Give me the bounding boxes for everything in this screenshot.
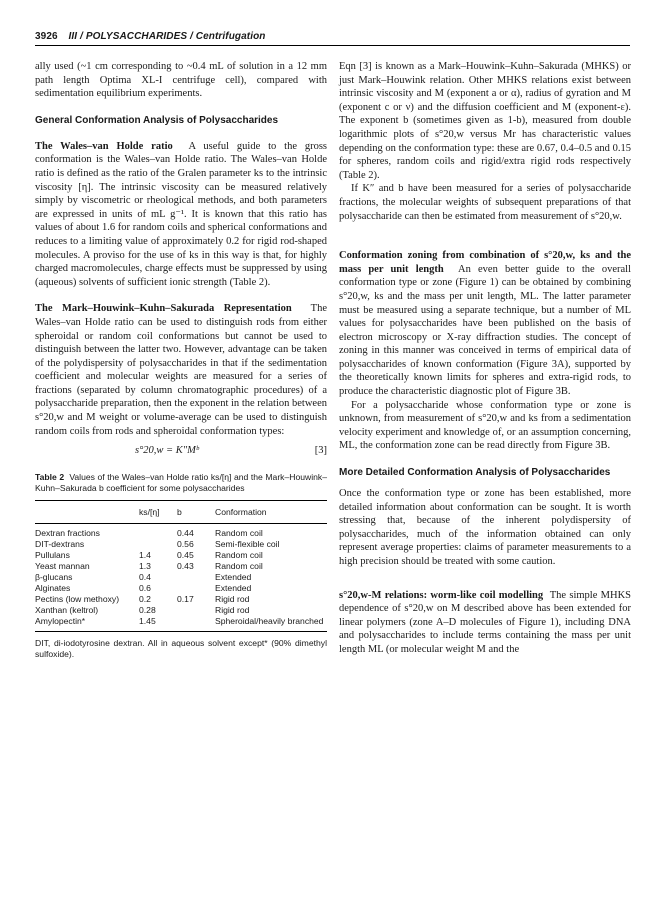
page-number: 3926 bbox=[35, 31, 58, 42]
table-row bbox=[35, 550, 327, 561]
table-row bbox=[35, 561, 327, 572]
cell bbox=[177, 583, 215, 594]
header-rule bbox=[35, 45, 630, 46]
paragraph: If K″ and b have been measured for a series of polysaccharide fractions, the molecular weights of subsequent preparations of that polysaccharide can then be estimated from measurement of s°20,w. bbox=[339, 183, 631, 222]
paragraph bbox=[35, 140, 327, 290]
running-header bbox=[35, 31, 266, 42]
cell: 0.56 bbox=[177, 538, 194, 549]
cell: Random coil bbox=[215, 560, 263, 571]
table-row bbox=[35, 616, 327, 632]
cell: 1.4 bbox=[139, 549, 151, 560]
equation-formula: s°20,w = K″Mᵇ bbox=[135, 445, 199, 457]
cell bbox=[177, 572, 215, 583]
cell: Random coil bbox=[215, 527, 263, 538]
cell bbox=[139, 523, 177, 539]
paragraph-body: The simple MHKS dependence of s°20,w on M described above has been extended for linear polymers (zone A–D molecules of Figure 1), including DNA and polysaccharides to include terms containing the mass per unit length ML (or molecular weight M and the bbox=[339, 589, 631, 655]
col-header: ks/[η] bbox=[139, 506, 160, 517]
paragraph bbox=[35, 302, 327, 438]
paragraph-body: A useful guide to the gross conformation is the Wales–van Holde ratio. The Wales–van Holde ratio is defined as the ratio of the Gralen parameter ks to the intrinsic viscosity [η]. The intrinsic viscosity can be measured relatively simply by viscometric or rheological methods, and both parameters are expressed in units of mL g⁻¹. It is known that this ratio has values of about 1.6 for random coils and spherical conformations and reduces to a limiting value of approximately 0.2 for rigid rod-shaped molecules. A proviso for the use of ks in this way is that, for highly charged macromolecules, charge effects must be suppressed by using (aqueous) solvents of sufficient ionic strength (Table 2). bbox=[35, 140, 328, 288]
cell: Extended bbox=[215, 582, 252, 593]
table-header-row bbox=[35, 500, 327, 523]
equation bbox=[35, 444, 327, 458]
cell bbox=[139, 539, 177, 550]
table-row bbox=[35, 523, 327, 539]
cell bbox=[177, 616, 215, 632]
run-in-heading: Conformation zoning from combination of s°20,w, ks and the mass per unit length bbox=[339, 250, 631, 275]
paragraph: Eqn [3] is known as a Mark–Houwink–Kuhn–Sakurada (MHKS) or just Mark–Houwink relation. Other MHKS relations exist between intrinsic viscosity and M (exponent a or α), radius of gyration and M (exponent c or ν) and the diffusion coefficient and M (exponent-ε). The exponent b (sometimes given as 1-b), measured from double logarithmic plots of s°20,w versus Mr has characteristic values depending on the conformation type: these are 0.67, 0.4–0.5 and 0.15 for spheres, random coils and rigid/extra rigid rods respectively (Table 2). bbox=[339, 61, 631, 181]
cell: β-glucans bbox=[35, 571, 73, 582]
cell: Yeast mannan bbox=[35, 560, 90, 571]
run-in-heading: s°20,w-M relations: worm-like coil modelling bbox=[339, 589, 544, 601]
table-footnote: DIT, di-iodotyrosine dextran. All in aqueous solvent except* (90% dimethyl sulfoxide). bbox=[35, 637, 327, 659]
cell: 0.28 bbox=[139, 604, 156, 615]
run-in-heading: The Mark–Houwink–Kuhn–Sakurada Representation bbox=[35, 303, 292, 315]
col-header: b bbox=[177, 506, 182, 517]
cell: Dextran fractions bbox=[35, 527, 100, 538]
cell: Rigid rod bbox=[215, 593, 250, 604]
cell: Semi-flexible coil bbox=[215, 538, 280, 549]
cell: DIT-dextrans bbox=[35, 538, 85, 549]
table-caption bbox=[35, 472, 327, 494]
cell: 0.2 bbox=[139, 593, 151, 604]
table-row bbox=[35, 572, 327, 583]
col-header: Conformation bbox=[215, 506, 267, 517]
equation-number: [3] bbox=[314, 445, 327, 457]
cell bbox=[177, 605, 215, 616]
table-caption-text: Values of the Wales–van Holde ratio ks/[η] and the Mark–Houwink–Kuhn–Sakurada b coefficient for some polysaccharides bbox=[35, 471, 327, 493]
section-heading: General Conformation Analysis of Polysaccharides bbox=[35, 114, 279, 126]
cell: Random coil bbox=[215, 549, 263, 560]
paragraph bbox=[339, 589, 631, 657]
cell: 0.17 bbox=[177, 593, 194, 604]
table-label: Table 2 bbox=[35, 471, 65, 482]
paragraph: For a polysaccharide whose conformation type or zone is unknown, from measurement of s°20,w and ks from a sedimentation velocity experiment and knowledge of, or an assumption concerning, ML, the conformation zone can be read directly from Figure 3B. bbox=[339, 399, 631, 452]
col-header bbox=[35, 500, 139, 523]
cell: Spheroidal/heavily branched bbox=[215, 615, 324, 626]
running-title: III / POLYSACCHARIDES / Centrifugation bbox=[68, 31, 266, 42]
paragraph-body: An even better guide to the overall conformation type or zone (Figure 1) can be obtained by combining s°20,w, ks and the mass per unit length, ML. The latter parameter must be measured using a separate technique, but a number of ML values for polysaccharides have been published on the basis of electron microscopy or X-ray diffraction studies. The concept of zoning in this manner was conceived in terms of empirical data of polysaccharides of known conformation (Figure 3A), supported by the theoretically known limits for spheres and extra-rigid rods, to produce the characteristic diagnostic plot of Figure 3B. bbox=[339, 263, 631, 398]
right-column bbox=[339, 60, 631, 657]
cell: 1.45 bbox=[139, 615, 156, 626]
cell: 0.4 bbox=[139, 571, 151, 582]
paragraph: ally used (~1 cm corresponding to ~0.4 mL of solution in a 12 mm path length Optima XL-I centrifuge cell), compared with sedimentation equilibrium experiments. bbox=[35, 61, 327, 100]
cell: Pectins (low methoxy) bbox=[35, 593, 120, 604]
data-table bbox=[35, 500, 327, 632]
cell: Xanthan (keltrol) bbox=[35, 604, 99, 615]
table-row bbox=[35, 605, 327, 616]
paragraph bbox=[339, 249, 631, 399]
table-row bbox=[35, 594, 327, 605]
table-2 bbox=[35, 472, 327, 660]
cell: 0.6 bbox=[139, 582, 151, 593]
cell: 0.44 bbox=[177, 527, 194, 538]
cell: Alginates bbox=[35, 582, 71, 593]
cell: Pullulans bbox=[35, 549, 70, 560]
table-row bbox=[35, 539, 327, 550]
cell: Rigid rod bbox=[215, 604, 250, 615]
left-column bbox=[35, 60, 327, 660]
paragraph-body: The Wales–van Holde ratio can be used to distinguish rods from either spheroidal or random coil conformations but cannot be used to distinguish between the latter two. However, advantage can be taken of the polydispersity of polysaccharides in that if the sedimentation coefficient and molecular weights are measured for a series of fractions (separated by column chromatographic procedures) of a polysaccharide preparation, then the exponent in the relation between s°20,w and M weight or volume-average can be used to distinguish random coils from rods and spheroidal conformation types: bbox=[35, 303, 327, 437]
cell: Extended bbox=[215, 571, 252, 582]
table-row bbox=[35, 583, 327, 594]
cell: 0.45 bbox=[177, 549, 194, 560]
run-in-heading: The Wales–van Holde ratio bbox=[35, 140, 173, 152]
paragraph: Once the conformation type or zone has been established, more detailed information about conformation can be sought. It is worth stressing that, because of the inherent polydispersity of polysaccharides, much of the information obtained can only represent average properties: claims of parameter measurements to a high precision should be treated with some caution. bbox=[339, 488, 631, 567]
cell: Amylopectin* bbox=[35, 615, 86, 626]
section-heading: More Detailed Conformation Analysis of Polysaccharides bbox=[339, 467, 611, 479]
cell: 1.3 bbox=[139, 560, 151, 571]
cell: 0.43 bbox=[177, 560, 194, 571]
